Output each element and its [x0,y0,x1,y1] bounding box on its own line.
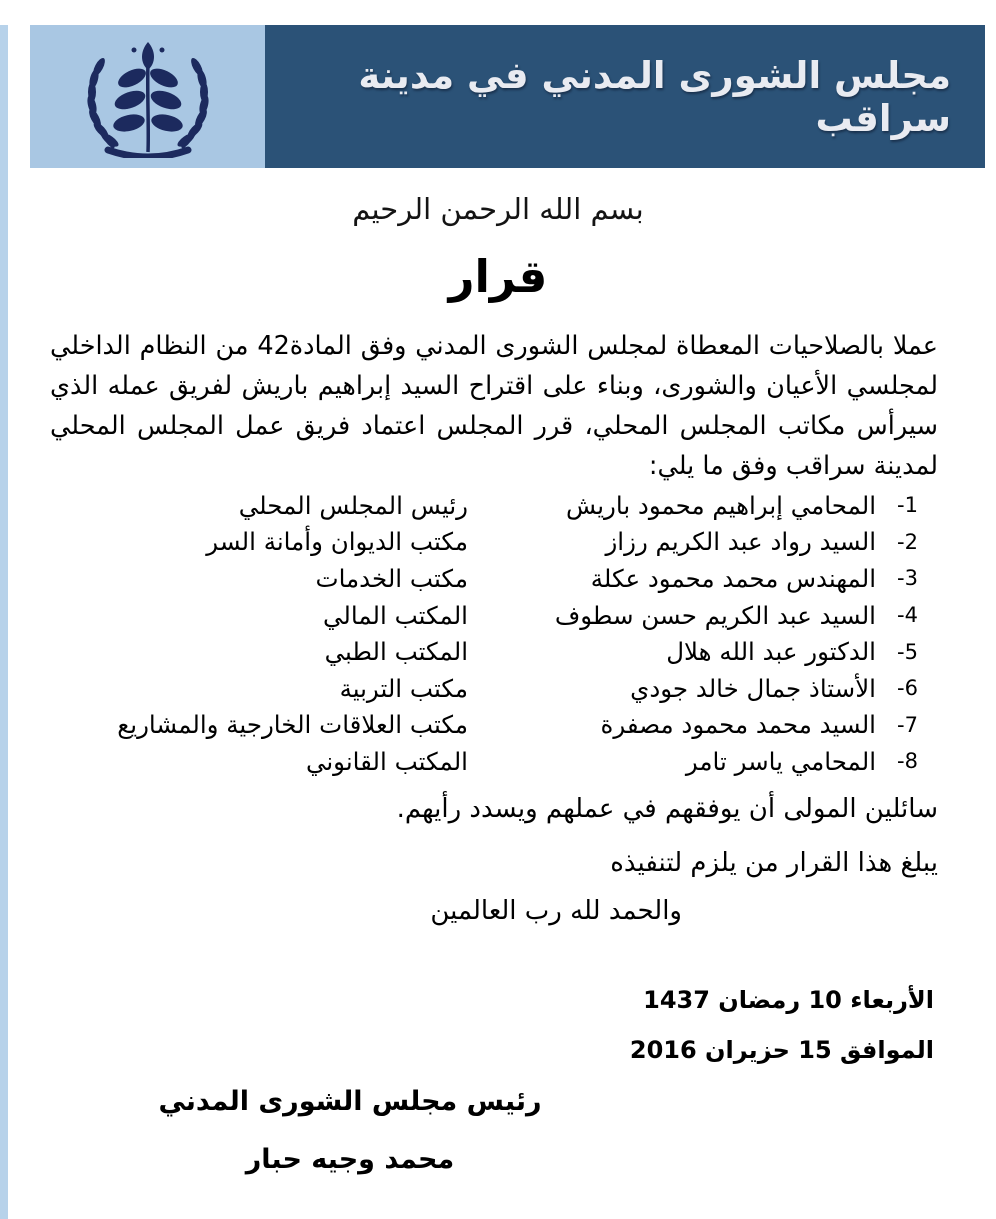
member-name: المحامي ياسر تامر [685,746,876,776]
member-number: 6- [897,676,918,701]
members-list [60,487,918,780]
laurel-wreath-wheat-emblem-icon [68,36,228,158]
member-number: 5- [897,639,918,664]
member-name: الأستاذ جمال خالد جودي [630,673,876,703]
member-number: 4- [897,603,918,628]
member-name: المهندس محمد محمود عكلة [590,563,876,593]
member-name: المحامي إبراهيم محمود باريش [565,490,876,520]
member-role: مكتب الخدمات [315,563,468,593]
header-title-band [265,25,985,168]
member-number: 8- [897,749,918,774]
member-row [60,743,918,780]
member-number: 2- [897,529,918,554]
member-row [60,487,918,524]
member-role: مكتب التربية [339,673,468,703]
signature-name: محمد وجيه حبار [245,1144,455,1175]
member-name: السيد رواد عبد الكريم رزاز [605,527,876,557]
hamd-line: والحمد لله رب العالمين [430,896,682,926]
council-logo [30,25,265,168]
notification-line: يبلغ هذا القرار من يلزم لتنفيذه [610,848,938,878]
member-row [60,524,918,561]
member-row [60,597,918,634]
bismillah-line: بسم الله الرحمن الرحيم [352,192,644,226]
member-row [60,560,918,597]
member-role: المكتب المالي [323,600,468,630]
member-number: 7- [897,712,918,737]
member-row [60,707,918,744]
member-role: مكتب العلاقات الخارجية والمشاريع [117,710,468,740]
member-name: السيد عبد الكريم حسن سطوف [554,600,876,630]
member-role: مكتب الديوان وأمانة السر [206,527,468,557]
member-row [60,633,918,670]
member-role: المكتب الطبي [324,637,468,667]
date-hijri: الأربعاء 10 رمضان 1437 [643,986,934,1014]
member-number: 1- [897,493,918,518]
member-role: المكتب القانوني [305,746,468,776]
council-title: مجلس الشورى المدني في مدينة سراقب [358,53,951,140]
signature-title: رئيس مجلس الشورى المدني [158,1086,542,1117]
signature-block [140,1086,560,1175]
member-name: السيد محمد محمود مصفرة [600,710,876,740]
date-gregorian: الموافق 15 حزيران 2016 [629,1036,934,1064]
member-name: الدكتور عبد الله هلال [666,637,876,667]
decree-preamble: عملا بالصلاحيات المعطاة لمجلس الشورى المدني وفق المادة42 من النظام الداخلي لمجلسي الأعيان والشورى، وبناء على اقتراح السيد إبراهيم باريش لفريق عمله الذي سيرأس مكاتب المجلس المحلي، قرر المجلس اعتماد فريق عمل المجلس المحلي لمدينة سراقب وفق ما يلي: [50,331,938,481]
member-row [60,670,918,707]
closing-wish-line: سائلين المولى أن يوفقهم في عملهم ويسدد رأيهم. [396,794,938,824]
member-role: رئيس المجلس المحلي [238,490,468,520]
header-banner [30,25,985,168]
decree-title: قرار [448,250,548,303]
member-number: 3- [897,566,918,591]
